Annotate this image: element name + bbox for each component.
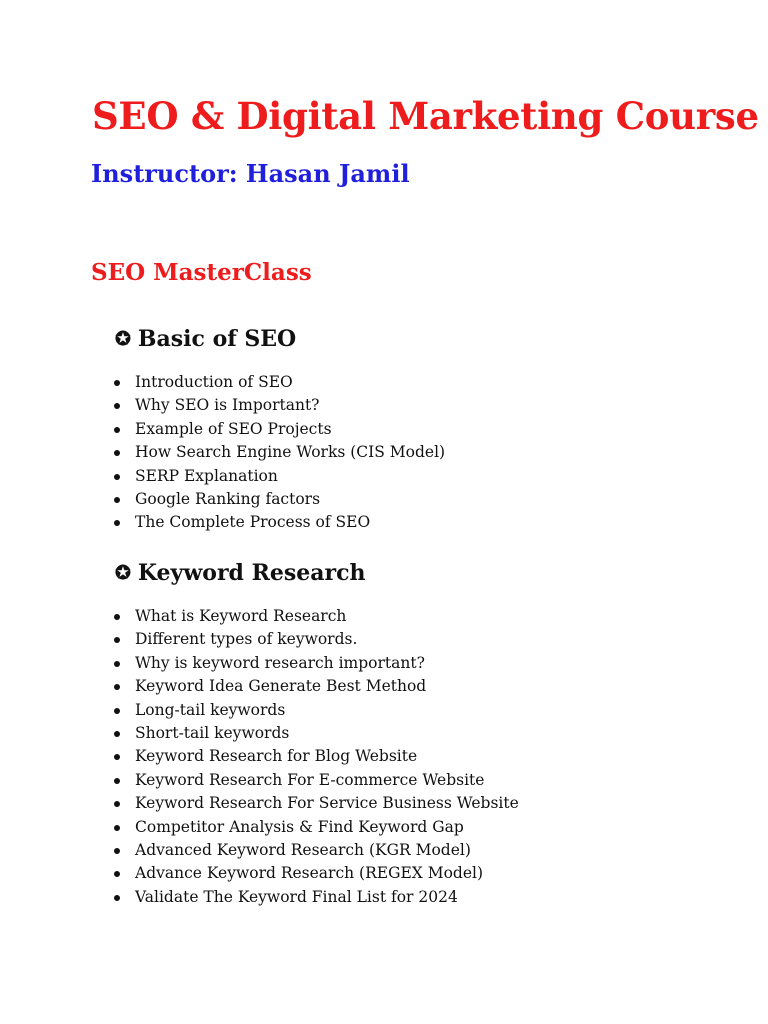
list-item bbox=[113, 769, 519, 792]
topic-list-basic-of-seo bbox=[113, 371, 445, 535]
list-item-text: Google Ranking factors bbox=[135, 489, 321, 508]
list-item-text: Short-tail keywords bbox=[135, 723, 290, 742]
list-item-text: What is Keyword Research bbox=[135, 607, 347, 625]
bullet-icon bbox=[114, 895, 120, 901]
list-item-text: Keyword Idea Generate Best Method bbox=[135, 677, 427, 696]
bullet-icon bbox=[114, 731, 120, 737]
bullet-icon bbox=[114, 684, 120, 690]
section-heading-keyword-research bbox=[115, 557, 365, 589]
bullet-icon bbox=[114, 427, 120, 433]
list-item-text: The Complete Process of SEO bbox=[135, 513, 371, 532]
circled-star-icon: ✪ bbox=[115, 562, 131, 584]
bullet-icon bbox=[114, 474, 120, 480]
list-item bbox=[113, 441, 445, 464]
list-item bbox=[113, 816, 519, 839]
list-item-text: Advance Keyword Research (REGEX Model) bbox=[135, 864, 484, 883]
list-item-text: Different types of keywords. bbox=[135, 630, 358, 649]
list-item-text: Advanced Keyword Research (KGR Model) bbox=[135, 840, 471, 859]
list-item bbox=[113, 652, 519, 675]
bullet-icon bbox=[114, 380, 120, 386]
bullet-icon bbox=[114, 661, 120, 667]
list-item-text: Why is keyword research important? bbox=[135, 653, 425, 672]
bullet-icon bbox=[114, 497, 120, 503]
list-item bbox=[113, 862, 519, 885]
bullet-icon bbox=[114, 637, 120, 643]
list-item bbox=[113, 511, 445, 534]
list-item bbox=[113, 839, 519, 862]
section-heading-label: Keyword Research bbox=[137, 560, 366, 586]
list-item bbox=[113, 699, 519, 722]
course-title: SEO & Digital Marketing Course bbox=[92, 94, 759, 138]
topic-list-keyword-research bbox=[113, 605, 519, 909]
masterclass-title: SEO MasterClass bbox=[91, 259, 312, 286]
list-item-text: Why SEO is Important? bbox=[135, 396, 320, 415]
list-item bbox=[113, 418, 445, 441]
list-item bbox=[113, 488, 445, 511]
list-item-text: Example of SEO Projects bbox=[135, 419, 332, 438]
list-item bbox=[113, 722, 519, 745]
list-item-text: Keyword Research For E-commerce Website bbox=[135, 770, 485, 789]
list-item-text: Long-tail keywords bbox=[135, 700, 286, 719]
bullet-icon bbox=[114, 871, 120, 877]
bullet-icon bbox=[114, 614, 120, 620]
bullet-icon bbox=[114, 450, 120, 456]
list-item-text: How Search Engine Works (CIS Model) bbox=[135, 443, 446, 462]
list-item-text: Introduction of SEO bbox=[135, 373, 293, 391]
section-heading-basic-of-seo bbox=[115, 323, 296, 355]
list-item bbox=[113, 605, 519, 628]
list-item-text: SERP Explanation bbox=[135, 466, 278, 485]
bullet-icon bbox=[114, 778, 120, 784]
list-item bbox=[113, 675, 519, 698]
list-item bbox=[113, 792, 519, 815]
bullet-icon bbox=[114, 848, 120, 854]
list-item bbox=[113, 886, 519, 909]
bullet-icon bbox=[114, 520, 120, 526]
list-item bbox=[113, 628, 519, 651]
bullet-icon bbox=[114, 825, 120, 831]
circled-star-icon: ✪ bbox=[115, 328, 131, 350]
list-item-text: Validate The Keyword Final List for 2024 bbox=[135, 887, 458, 906]
bullet-icon bbox=[114, 754, 120, 760]
list-item-text: Competitor Analysis & Find Keyword Gap bbox=[135, 817, 464, 836]
list-item-text: Keyword Research For Service Business Website bbox=[135, 794, 519, 813]
bullet-icon bbox=[114, 403, 120, 409]
bullet-icon bbox=[114, 708, 120, 714]
list-item-text: Keyword Research for Blog Website bbox=[135, 747, 418, 766]
list-item bbox=[113, 371, 445, 394]
instructor-name: Instructor: Hasan Jamil bbox=[91, 159, 410, 188]
list-item bbox=[113, 745, 519, 768]
list-item bbox=[113, 394, 445, 417]
bullet-icon bbox=[114, 801, 120, 807]
list-item bbox=[113, 465, 445, 488]
section-heading-label: Basic of SEO bbox=[137, 326, 297, 352]
